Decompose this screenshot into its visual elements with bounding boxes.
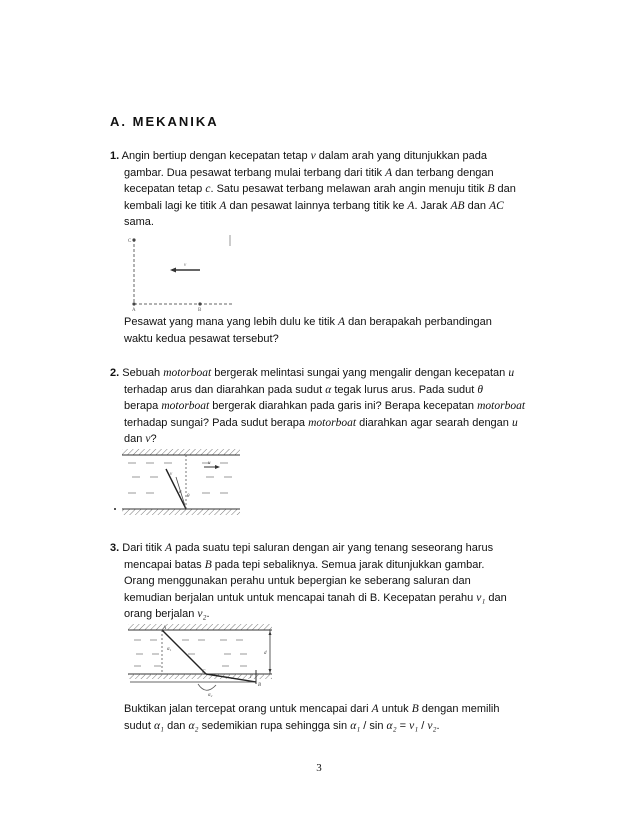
text-segment: bergerak diarahkan pada garis ini? Berapa kecepatan (209, 400, 478, 413)
text-segment: terhadap arus dan diarahkan pada sudut (124, 383, 326, 396)
problem-number: 1. (110, 150, 120, 162)
text-segment: dan terbang dengan (392, 166, 494, 179)
text-segment: Dari titik (122, 542, 166, 554)
fig3-label-l: l (250, 675, 252, 680)
text-segment: dan (124, 433, 146, 446)
fig3-boat-path (162, 630, 206, 674)
text-segment: berapa (124, 400, 162, 413)
text-segment: dan (485, 591, 507, 604)
text-line (110, 718, 555, 735)
fig3-label-d: d (264, 651, 267, 656)
text-segment: terhadap sungai? Pada sudut berapa (124, 416, 309, 429)
problem-number: 2. (110, 367, 120, 379)
fig2-current-arrowhead (215, 465, 220, 469)
problem-3-figure (124, 622, 278, 698)
fig3-d-arrow-top (269, 631, 272, 635)
text-segment: . Satu pesawat terbang melawan arah angin menuju titik (210, 183, 488, 196)
text-segment: . (436, 719, 440, 732)
problem-1-figure (122, 232, 242, 312)
text-segment: pada suatu tepi saluran dengan air yang tenang seseorang harus (172, 542, 494, 554)
fig1-point-c (132, 238, 135, 241)
math-symbol: motorboat (161, 400, 210, 413)
math-symbol: v (145, 433, 151, 446)
math-symbol: v₂ (197, 608, 207, 621)
fig1-point-b (198, 302, 201, 305)
text-segment: bergerak melintasi sungai yang mengalir dengan kecepatan (211, 367, 509, 379)
fig2-bottom-bank (122, 509, 240, 515)
text-line (110, 181, 555, 198)
math-symbol: A (165, 542, 173, 554)
math-symbol: B (204, 558, 212, 571)
math-symbol: motorboat (308, 416, 357, 429)
fig2-label-alpha: α (179, 490, 182, 495)
math-symbol: α₁ (350, 719, 361, 732)
math-symbol: α₂ (188, 719, 199, 732)
text-line (110, 540, 555, 557)
fig1-wind-arrowhead (170, 268, 176, 273)
fig1-label-b: B (198, 308, 202, 312)
text-segment: dan berapakah perbandingan (345, 316, 492, 328)
text-segment: Orang menggunakan perahu untuk bepergian ke seberang saluran dan (124, 575, 471, 588)
math-symbol: A (219, 199, 227, 212)
text-line (110, 415, 555, 432)
text-segment: Pesawat yang mana yang lebih dulu ke titik (124, 316, 339, 328)
problem-1-question (110, 314, 555, 347)
text-segment: sedemikian rupa sehingga sin (198, 719, 351, 732)
text-segment: = (396, 719, 410, 732)
text-segment: untuk (378, 703, 412, 715)
text-segment: ? (150, 433, 157, 446)
text-line (110, 214, 555, 231)
text-line (110, 606, 555, 623)
problem-3-text (110, 540, 555, 623)
text-segment: pada tepi sebaliknya. Semua jarak ditunjukkan gambar. (211, 558, 485, 571)
text-line (110, 398, 555, 415)
text-line (110, 557, 555, 574)
text-segment: sama. (124, 216, 154, 229)
fig3-label-b: B (258, 683, 262, 688)
math-symbol: α₁ (153, 719, 165, 732)
text-line (110, 382, 555, 399)
math-symbol: α (325, 383, 332, 396)
text-segment: tegak lurus arus. Pada sudut (331, 383, 478, 396)
problem-1-text (110, 148, 555, 231)
text-line (110, 573, 555, 590)
text-segment: . Jarak (414, 199, 451, 212)
math-symbol: B (411, 703, 419, 715)
text-segment: Angin bertiup dengan kecepatan tetap (121, 150, 311, 162)
text-segment: . (206, 608, 210, 621)
text-segment: Buktikan jalan tercepat orang untuk mencapai dari (124, 703, 372, 715)
fig3-top-bank (128, 624, 272, 630)
text-line (110, 148, 555, 165)
math-symbol: A (407, 199, 415, 212)
fig2-label-v: v (170, 472, 173, 477)
text-line (110, 314, 555, 331)
stray-dot (114, 508, 116, 510)
text-line (110, 701, 555, 718)
fig3-label-a: A (163, 626, 167, 631)
problem-3-question (110, 701, 555, 734)
text-line (110, 331, 555, 348)
math-symbol: v₁ (409, 719, 419, 732)
fig1-label-v: v (184, 263, 187, 268)
problem-2-text (110, 365, 555, 448)
fig3-label-alpha2: α₂ (208, 693, 213, 698)
fig2-boat-path (166, 469, 186, 509)
math-symbol: motorboat (163, 367, 212, 379)
math-symbol: u (508, 367, 515, 379)
text-line (110, 198, 555, 215)
text-segment: kembali lagi ke titik (124, 199, 220, 212)
math-symbol: θ (477, 383, 484, 396)
math-symbol: c (205, 183, 211, 196)
fig2-top-bank (122, 449, 240, 455)
text-line (110, 165, 555, 182)
text-segment: sudut (124, 719, 154, 732)
text-segment: kecepatan tetap (124, 183, 206, 196)
fig2-label-u: u (208, 461, 211, 466)
math-symbol: u (511, 416, 518, 429)
math-symbol: v₂ (427, 719, 437, 732)
fig3-d-arrow-bottom (269, 669, 272, 673)
text-segment: orang berjalan (124, 608, 198, 621)
page-number: 3 (316, 762, 322, 774)
text-segment: dengan memilih (418, 703, 500, 715)
math-symbol: A (338, 316, 346, 328)
text-segment: Sebuah (122, 367, 164, 379)
fig1-point-a (132, 302, 135, 305)
fig2-label-theta: θ (187, 494, 190, 499)
math-symbol: AC (489, 199, 504, 212)
text-line (110, 431, 555, 448)
text-line (110, 590, 555, 607)
fig3-label-c: C (202, 670, 206, 675)
text-segment: waktu kedua pesawat tersebut? (124, 332, 279, 345)
text-segment: kemudian berjalan untuk untuk mencapai tanah di B. Kecepatan perahu (124, 591, 477, 604)
text-segment: dalam arah yang ditunjukkan pada (315, 150, 487, 162)
text-segment: / sin (360, 719, 387, 732)
text-segment: dan (464, 199, 490, 212)
text-segment: / (418, 719, 428, 732)
math-symbol: B (487, 183, 495, 196)
text-line (110, 365, 555, 382)
math-symbol: AB (450, 199, 465, 212)
fig3-angle-arc (198, 684, 216, 690)
fig3-water-ripples (134, 640, 247, 666)
text-segment: gambar. Dua pesawat terbang mulai terbang dari titik (124, 166, 386, 179)
math-symbol: A (385, 166, 393, 179)
math-symbol: A (371, 703, 379, 715)
text-segment: dan pesawat lainnya terbang titik ke (226, 199, 408, 212)
text-segment: dan (494, 183, 516, 196)
text-segment: diarahkan agar searah dengan (356, 416, 512, 429)
problem-number: 3. (110, 542, 120, 554)
math-symbol: α₂ (386, 719, 397, 732)
text-segment: mencapai batas (124, 558, 205, 571)
section-title: A. MEKANIKA (110, 114, 219, 129)
text-segment: dan (164, 719, 189, 732)
math-symbol: v₁ (476, 591, 486, 604)
math-symbol: v (310, 150, 316, 162)
fig1-label-a: A (132, 308, 136, 312)
fig3-label-alpha1: α₁ (167, 647, 172, 652)
math-symbol: motorboat (477, 400, 526, 413)
problem-2-figure (118, 447, 243, 521)
fig1-label-c: C (128, 239, 132, 244)
